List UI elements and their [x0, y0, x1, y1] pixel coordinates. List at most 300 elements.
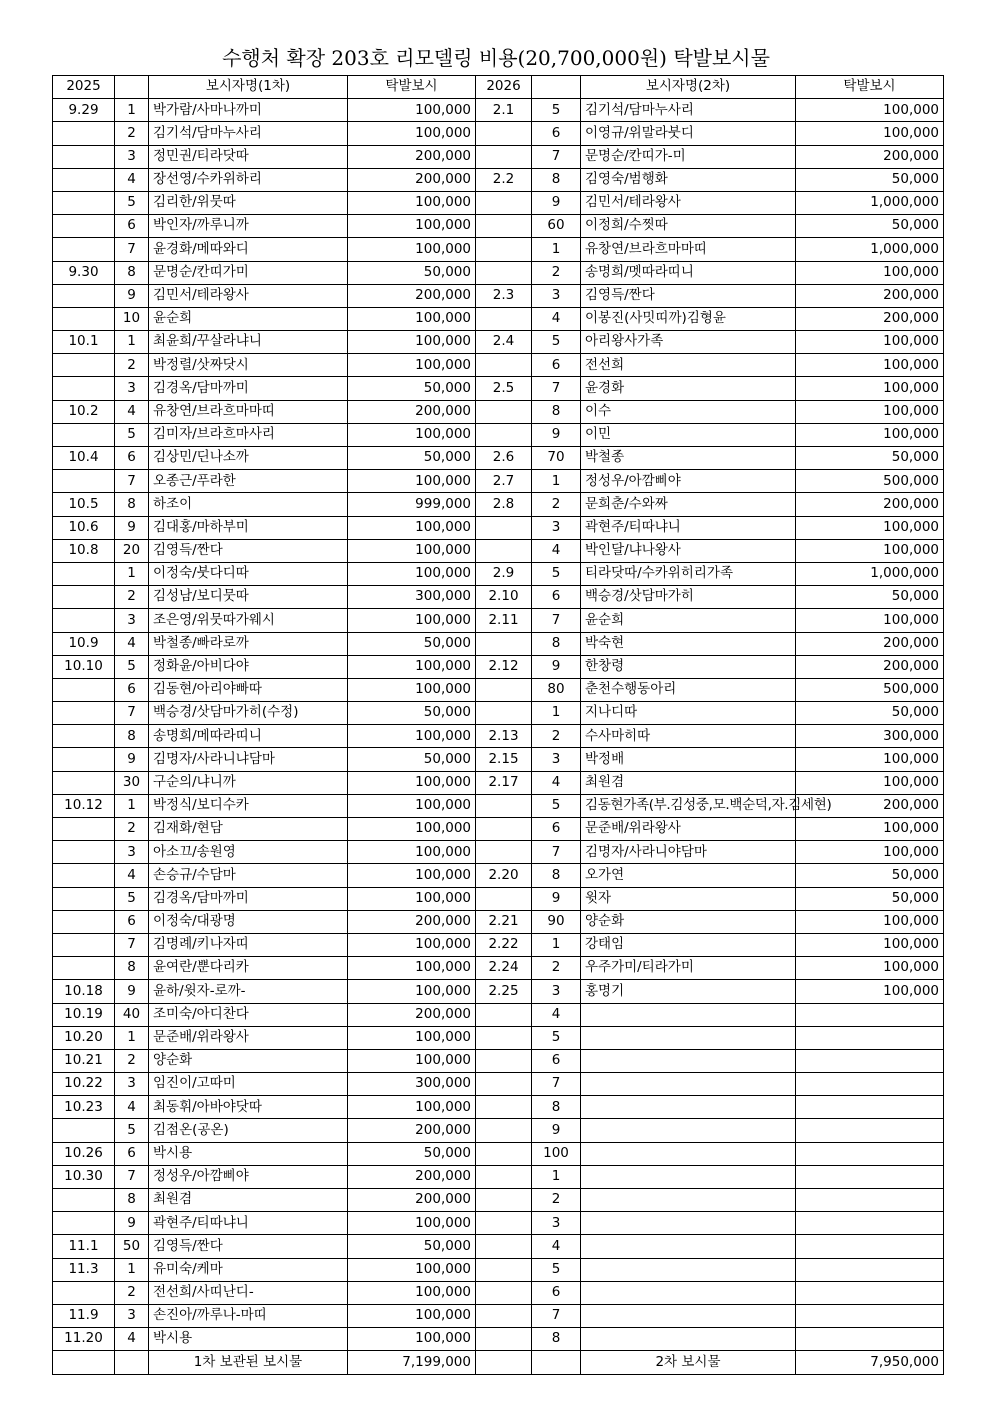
number-1-cell: 7: [115, 702, 149, 725]
donor-name-2-cell: 홍명기: [581, 980, 796, 1003]
number-1-cell: 4: [115, 864, 149, 887]
number-2-cell: 9: [532, 887, 581, 910]
donor-name-2-cell: 문준배/위라왕사: [581, 818, 796, 841]
number-1-cell: 8: [115, 493, 149, 516]
date-2-cell: [476, 1212, 532, 1235]
donor-name-1-cell: 문준배/위라왕사: [149, 1026, 348, 1049]
donor-name-1-cell: 박정렬/삿짜닷시: [149, 354, 348, 377]
donor-name-1-cell: 손진아/까루나-마띠: [149, 1304, 348, 1327]
date-2-cell: [476, 818, 532, 841]
donor-name-1-cell: 김경옥/담마까미: [149, 377, 348, 400]
total-label-1: 1차 보관된 보시물: [149, 1351, 348, 1374]
totals-blank-2: [115, 1351, 149, 1374]
amount-1-cell: 100,000: [348, 794, 476, 817]
donor-name-2-cell: 박정배: [581, 748, 796, 771]
donor-name-2-cell: 박철종: [581, 447, 796, 470]
table-row: [53, 771, 944, 794]
table-row: [53, 609, 944, 632]
amount-1-cell: 300,000: [348, 586, 476, 609]
document-title: 수행처 확장 203호 리모델링 비용(20,700,000원) 탁발보시물: [222, 46, 770, 70]
donor-name-2-cell: [581, 1003, 796, 1026]
number-1-cell: 3: [115, 1073, 149, 1096]
number-1-cell: 4: [115, 632, 149, 655]
donor-name-1-cell: 최원겸: [149, 1189, 348, 1212]
number-2-cell: 7: [532, 1073, 581, 1096]
donor-name-1-cell: 박시용: [149, 1328, 348, 1351]
header-donor-name-2: 보시자명(2차): [581, 76, 796, 99]
donor-name-1-cell: 김동현/아리야빠따: [149, 678, 348, 701]
amount-2-cell: 100,000: [796, 539, 944, 562]
donor-name-2-cell: 이정희/수찟따: [581, 215, 796, 238]
donor-name-2-cell: 수사마히따: [581, 725, 796, 748]
amount-1-cell: 100,000: [348, 191, 476, 214]
donor-name-2-cell: 곽현주/티따냐니: [581, 516, 796, 539]
amount-2-cell: 200,000: [796, 655, 944, 678]
donor-name-2-cell: 윤경화: [581, 377, 796, 400]
date-1-cell: [53, 864, 115, 887]
date-1-cell: [53, 818, 115, 841]
amount-2-cell: 50,000: [796, 887, 944, 910]
date-2-cell: 2.5: [476, 377, 532, 400]
donor-name-2-cell: [581, 1119, 796, 1142]
table-row: [53, 1328, 944, 1351]
date-2-cell: [476, 238, 532, 261]
donor-name-2-cell: 한창령: [581, 655, 796, 678]
date-2-cell: [476, 191, 532, 214]
table-row: [53, 980, 944, 1003]
donor-name-2-cell: 김민서/테라왕사: [581, 191, 796, 214]
table-row: [53, 841, 944, 864]
date-2-cell: [476, 1096, 532, 1119]
amount-1-cell: 100,000: [348, 423, 476, 446]
amount-2-cell: 100,000: [796, 377, 944, 400]
number-1-cell: 2: [115, 818, 149, 841]
donor-name-1-cell: 유미숙/케마: [149, 1258, 348, 1281]
donor-name-2-cell: [581, 1212, 796, 1235]
date-2-cell: 2.6: [476, 447, 532, 470]
table-row: [53, 748, 944, 771]
date-1-cell: [53, 1212, 115, 1235]
donor-name-1-cell: 최윤희/꾸살라냐니: [149, 331, 348, 354]
number-2-cell: 100: [532, 1142, 581, 1165]
table-row: [53, 493, 944, 516]
date-1-cell: [53, 609, 115, 632]
table-row: [53, 702, 944, 725]
number-2-cell: 3: [532, 748, 581, 771]
date-1-cell: [53, 910, 115, 933]
amount-1-cell: 50,000: [348, 261, 476, 284]
number-2-cell: 60: [532, 215, 581, 238]
header-year-2026: 2026: [476, 76, 532, 99]
donor-name-1-cell: 김명자/사라니냐담마: [149, 748, 348, 771]
date-1-cell: 10.23: [53, 1096, 115, 1119]
date-1-cell: [53, 284, 115, 307]
date-2-cell: [476, 887, 532, 910]
number-2-cell: 3: [532, 1212, 581, 1235]
amount-1-cell: 100,000: [348, 957, 476, 980]
donor-name-2-cell: 송명희/멧따라띠니: [581, 261, 796, 284]
date-1-cell: 10.1: [53, 331, 115, 354]
amount-1-cell: 50,000: [348, 632, 476, 655]
date-2-cell: [476, 307, 532, 330]
amount-2-cell: 1,000,000: [796, 191, 944, 214]
table-row: [53, 1003, 944, 1026]
date-2-cell: [476, 1304, 532, 1327]
date-2-cell: 2.11: [476, 609, 532, 632]
donor-name-2-cell: 박숙현: [581, 632, 796, 655]
date-1-cell: [53, 423, 115, 446]
date-2-cell: [476, 400, 532, 423]
donor-name-2-cell: 김기석/담마누사리: [581, 99, 796, 122]
donor-name-1-cell: 김대홍/마하부미: [149, 516, 348, 539]
table-row: [53, 1212, 944, 1235]
amount-2-cell: 100,000: [796, 122, 944, 145]
amount-2-cell: 200,000: [796, 284, 944, 307]
donor-name-1-cell: 박인자/까루니까: [149, 215, 348, 238]
totals-blank-4: [532, 1351, 581, 1374]
donor-name-2-cell: [581, 1026, 796, 1049]
donor-name-2-cell: 윗자: [581, 887, 796, 910]
table-row: [53, 539, 944, 562]
amount-2-cell: [796, 1281, 944, 1304]
date-2-cell: [476, 215, 532, 238]
donor-name-2-cell: [581, 1281, 796, 1304]
donor-name-1-cell: 임진이/고따미: [149, 1073, 348, 1096]
number-2-cell: 1: [532, 933, 581, 956]
number-2-cell: 2: [532, 725, 581, 748]
table-row: [53, 910, 944, 933]
donor-name-1-cell: 장선영/수카위하리: [149, 168, 348, 191]
amount-2-cell: [796, 1003, 944, 1026]
date-1-cell: [53, 562, 115, 585]
date-2-cell: [476, 1281, 532, 1304]
amount-2-cell: 200,000: [796, 145, 944, 168]
amount-2-cell: 100,000: [796, 331, 944, 354]
number-1-cell: 5: [115, 1119, 149, 1142]
number-1-cell: 5: [115, 655, 149, 678]
totals-row: [53, 1351, 944, 1374]
table-row: [53, 957, 944, 980]
donor-name-1-cell: 백승경/삿담마가히(수정): [149, 702, 348, 725]
donor-name-2-cell: 백승경/삿담마가히: [581, 586, 796, 609]
number-1-cell: 10: [115, 307, 149, 330]
number-2-cell: 3: [532, 284, 581, 307]
date-2-cell: 2.22: [476, 933, 532, 956]
amount-1-cell: 100,000: [348, 678, 476, 701]
header-year-2025: 2025: [53, 76, 115, 99]
table-row: [53, 562, 944, 585]
number-1-cell: 4: [115, 168, 149, 191]
number-1-cell: 6: [115, 215, 149, 238]
amount-1-cell: 50,000: [348, 748, 476, 771]
amount-2-cell: 50,000: [796, 586, 944, 609]
number-2-cell: 9: [532, 191, 581, 214]
header-amount-1: 탁발보시: [348, 76, 476, 99]
amount-1-cell: 100,000: [348, 1049, 476, 1072]
table-row: [53, 933, 944, 956]
date-1-cell: 11.1: [53, 1235, 115, 1258]
date-2-cell: 2.4: [476, 331, 532, 354]
number-2-cell: 8: [532, 864, 581, 887]
donor-name-1-cell: 김영득/짠다: [149, 539, 348, 562]
number-1-cell: 7: [115, 238, 149, 261]
date-2-cell: [476, 1165, 532, 1188]
date-2-cell: [476, 145, 532, 168]
table-row: [53, 122, 944, 145]
donor-name-1-cell: 송명희/메따라띠니: [149, 725, 348, 748]
donor-name-2-cell: [581, 1258, 796, 1281]
date-2-cell: 2.13: [476, 725, 532, 748]
number-1-cell: 1: [115, 331, 149, 354]
number-2-cell: 4: [532, 1235, 581, 1258]
date-2-cell: 2.12: [476, 655, 532, 678]
number-2-cell: 8: [532, 1328, 581, 1351]
amount-1-cell: 100,000: [348, 725, 476, 748]
table-row: [53, 145, 944, 168]
donor-name-1-cell: 김영득/짠다: [149, 1235, 348, 1258]
amount-1-cell: 50,000: [348, 447, 476, 470]
amount-2-cell: 100,000: [796, 910, 944, 933]
number-1-cell: 30: [115, 771, 149, 794]
number-2-cell: 5: [532, 562, 581, 585]
number-1-cell: 4: [115, 1096, 149, 1119]
amount-2-cell: 50,000: [796, 168, 944, 191]
amount-2-cell: [796, 1235, 944, 1258]
date-1-cell: [53, 678, 115, 701]
amount-2-cell: [796, 1304, 944, 1327]
date-2-cell: [476, 678, 532, 701]
date-2-cell: 2.9: [476, 562, 532, 585]
number-1-cell: 1: [115, 794, 149, 817]
donor-name-2-cell: 이민: [581, 423, 796, 446]
donor-name-2-cell: 양순화: [581, 910, 796, 933]
date-2-cell: 2.8: [476, 493, 532, 516]
date-1-cell: 11.9: [53, 1304, 115, 1327]
amount-2-cell: 100,000: [796, 609, 944, 632]
date-2-cell: [476, 122, 532, 145]
date-1-cell: 9.30: [53, 261, 115, 284]
amount-1-cell: 100,000: [348, 1212, 476, 1235]
number-1-cell: 7: [115, 1165, 149, 1188]
amount-1-cell: 200,000: [348, 145, 476, 168]
date-1-cell: 10.19: [53, 1003, 115, 1026]
date-1-cell: [53, 307, 115, 330]
number-2-cell: 6: [532, 1049, 581, 1072]
number-2-cell: 80: [532, 678, 581, 701]
totals-blank-1: [53, 1351, 115, 1374]
donor-name-1-cell: 양순화: [149, 1049, 348, 1072]
date-2-cell: 2.2: [476, 168, 532, 191]
amount-2-cell: 200,000: [796, 493, 944, 516]
amount-1-cell: 50,000: [348, 1142, 476, 1165]
number-2-cell: 9: [532, 423, 581, 446]
number-2-cell: 7: [532, 145, 581, 168]
donor-name-1-cell: 윤하/윗자-로까-: [149, 980, 348, 1003]
number-1-cell: 9: [115, 1212, 149, 1235]
amount-2-cell: 500,000: [796, 470, 944, 493]
donor-name-1-cell: 김기석/담마누사리: [149, 122, 348, 145]
donor-name-1-cell: 이정숙/붓다디따: [149, 562, 348, 585]
donor-name-2-cell: 박인달/냐나왕사: [581, 539, 796, 562]
amount-1-cell: 200,000: [348, 1189, 476, 1212]
table-row: [53, 284, 944, 307]
table-row: [53, 423, 944, 446]
date-2-cell: [476, 516, 532, 539]
donor-name-1-cell: 전선희/사띠난디-: [149, 1281, 348, 1304]
table-row: [53, 215, 944, 238]
donor-name-1-cell: 박정식/보디수카: [149, 794, 348, 817]
total-amount-1: 7,199,000: [348, 1351, 476, 1374]
amount-1-cell: 100,000: [348, 331, 476, 354]
number-1-cell: 9: [115, 284, 149, 307]
amount-1-cell: 50,000: [348, 1235, 476, 1258]
date-2-cell: [476, 1073, 532, 1096]
donor-name-2-cell: 유창연/브라흐마마띠: [581, 238, 796, 261]
date-1-cell: [53, 470, 115, 493]
date-1-cell: [53, 238, 115, 261]
table-row: [53, 1142, 944, 1165]
number-2-cell: 5: [532, 331, 581, 354]
amount-2-cell: [796, 1026, 944, 1049]
number-1-cell: 8: [115, 957, 149, 980]
amount-1-cell: 100,000: [348, 215, 476, 238]
donor-name-1-cell: 김성남/보디뭇따: [149, 586, 348, 609]
donor-name-1-cell: 윤여란/뿐다리카: [149, 957, 348, 980]
header-row: [53, 76, 944, 99]
amount-2-cell: 200,000: [796, 632, 944, 655]
donor-name-2-cell: 김영득/짠다: [581, 284, 796, 307]
date-2-cell: 2.7: [476, 470, 532, 493]
table-row: [53, 818, 944, 841]
date-1-cell: [53, 841, 115, 864]
date-2-cell: 2.24: [476, 957, 532, 980]
table-row: [53, 632, 944, 655]
table-row: [53, 1189, 944, 1212]
donor-name-2-cell: 김동현가족(부.김성중,모.백순덕,자.김세현): [581, 794, 796, 817]
number-2-cell: 3: [532, 516, 581, 539]
date-1-cell: 10.5: [53, 493, 115, 516]
date-2-cell: [476, 261, 532, 284]
amount-2-cell: 100,000: [796, 261, 944, 284]
date-1-cell: [53, 748, 115, 771]
amount-2-cell: 100,000: [796, 99, 944, 122]
table-row: [53, 447, 944, 470]
date-1-cell: [53, 191, 115, 214]
number-2-cell: 7: [532, 377, 581, 400]
amount-1-cell: 100,000: [348, 99, 476, 122]
amount-1-cell: 100,000: [348, 887, 476, 910]
donor-name-2-cell: 윤순희: [581, 609, 796, 632]
amount-2-cell: [796, 1189, 944, 1212]
amount-1-cell: 50,000: [348, 702, 476, 725]
donor-name-1-cell: 정성우/아깜삐야: [149, 1165, 348, 1188]
amount-1-cell: 200,000: [348, 284, 476, 307]
totals-blank-3: [476, 1351, 532, 1374]
amount-1-cell: 100,000: [348, 980, 476, 1003]
donor-name-1-cell: 이정숙/대광명: [149, 910, 348, 933]
date-2-cell: 2.10: [476, 586, 532, 609]
table-row: [53, 400, 944, 423]
donor-name-1-cell: 유창연/브라흐마마띠: [149, 400, 348, 423]
donor-name-2-cell: 김영숙/범행화: [581, 168, 796, 191]
amount-1-cell: 200,000: [348, 910, 476, 933]
donor-name-1-cell: 김점온(공온): [149, 1119, 348, 1142]
date-1-cell: 10.26: [53, 1142, 115, 1165]
donor-name-1-cell: 오종근/푸라한: [149, 470, 348, 493]
header-number-2: [532, 76, 581, 99]
amount-1-cell: 200,000: [348, 1119, 476, 1142]
table-row: [53, 516, 944, 539]
number-1-cell: 5: [115, 423, 149, 446]
amount-1-cell: 300,000: [348, 1073, 476, 1096]
donor-name-2-cell: [581, 1142, 796, 1165]
number-2-cell: 2: [532, 493, 581, 516]
number-1-cell: 3: [115, 841, 149, 864]
amount-1-cell: 100,000: [348, 1304, 476, 1327]
donor-name-2-cell: 티라닷따/수카위히리가족: [581, 562, 796, 585]
amount-2-cell: 50,000: [796, 447, 944, 470]
donor-name-2-cell: 전선희: [581, 354, 796, 377]
date-2-cell: 2.17: [476, 771, 532, 794]
number-2-cell: 6: [532, 1281, 581, 1304]
donor-name-1-cell: 정민권/티라닷따: [149, 145, 348, 168]
date-1-cell: 10.4: [53, 447, 115, 470]
amount-1-cell: 50,000: [348, 377, 476, 400]
date-2-cell: [476, 354, 532, 377]
header-amount-2: 탁발보시: [796, 76, 944, 99]
number-1-cell: 3: [115, 145, 149, 168]
donor-name-2-cell: 정성우/아깜삐야: [581, 470, 796, 493]
table-row: [53, 1304, 944, 1327]
number-2-cell: 2: [532, 1189, 581, 1212]
number-1-cell: 5: [115, 887, 149, 910]
number-1-cell: 1: [115, 562, 149, 585]
date-2-cell: [476, 702, 532, 725]
donor-name-2-cell: 강태임: [581, 933, 796, 956]
amount-1-cell: 200,000: [348, 1003, 476, 1026]
donor-name-2-cell: [581, 1328, 796, 1351]
number-1-cell: 1: [115, 1026, 149, 1049]
date-2-cell: 2.25: [476, 980, 532, 1003]
donor-name-1-cell: 최동휘/아바야닷따: [149, 1096, 348, 1119]
amount-2-cell: 1,000,000: [796, 562, 944, 585]
number-2-cell: 9: [532, 1119, 581, 1142]
donor-name-1-cell: 윤순희: [149, 307, 348, 330]
date-1-cell: 10.9: [53, 632, 115, 655]
date-1-cell: [53, 586, 115, 609]
number-1-cell: 3: [115, 377, 149, 400]
donor-name-2-cell: 문희춘/수와짜: [581, 493, 796, 516]
number-2-cell: 1: [532, 702, 581, 725]
amount-1-cell: 100,000: [348, 841, 476, 864]
donor-name-2-cell: 김명자/사라니야담마: [581, 841, 796, 864]
date-2-cell: [476, 1026, 532, 1049]
date-1-cell: 10.12: [53, 794, 115, 817]
table-row: [53, 307, 944, 330]
donor-name-2-cell: 최원겸: [581, 771, 796, 794]
donor-name-2-cell: 춘천수행동아리: [581, 678, 796, 701]
date-1-cell: [53, 354, 115, 377]
number-2-cell: 1: [532, 470, 581, 493]
number-1-cell: 7: [115, 933, 149, 956]
donor-name-1-cell: 하조이: [149, 493, 348, 516]
date-2-cell: [476, 1328, 532, 1351]
table-row: [53, 238, 944, 261]
header-donor-name-1: 보시자명(1차): [149, 76, 348, 99]
number-2-cell: 6: [532, 818, 581, 841]
table-row: [53, 354, 944, 377]
amount-2-cell: 100,000: [796, 957, 944, 980]
